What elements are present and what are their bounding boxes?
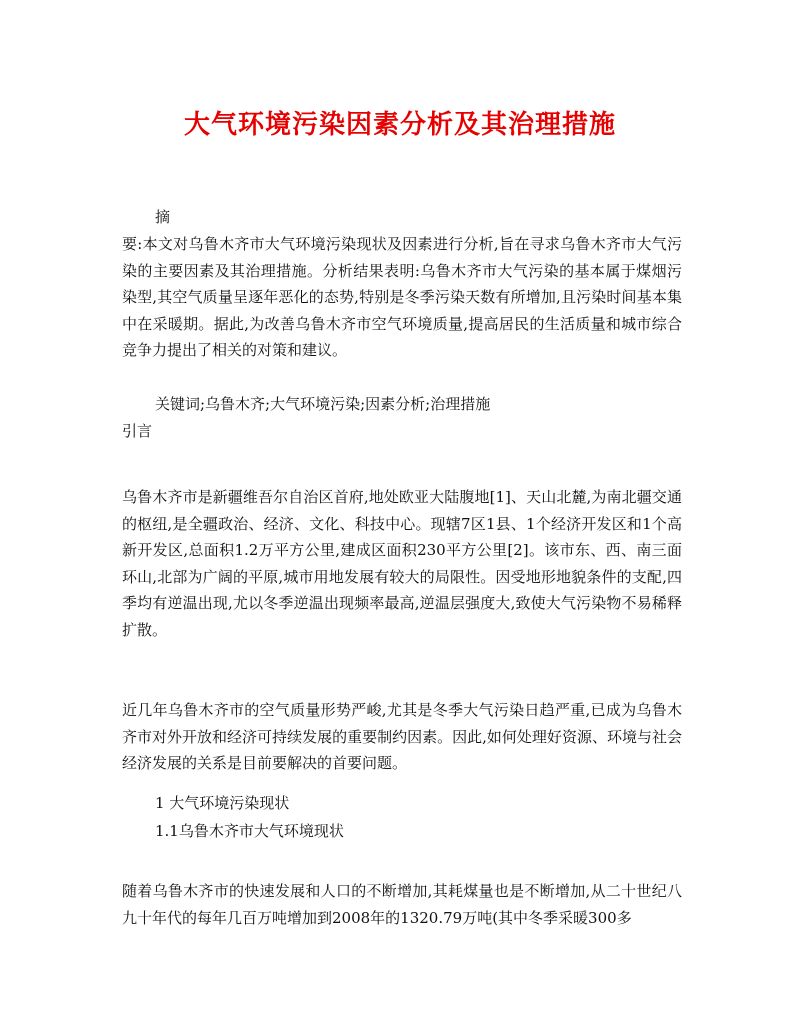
keywords-line: 关键词;乌鲁木齐;大气环境污染;因素分析;治理措施 xyxy=(155,395,491,413)
section-heading-1-1: 1.1乌鲁木齐市大气环境现状 xyxy=(155,822,344,840)
paragraph-air-quality: 近几年乌鲁木齐市的空气质量形势严峻,尤其是冬季大气污染日趋严重,已成为乌鲁木齐市对外开放和经济可持续发展的重要制约因素。因此,如何处理好资源、环境与社会经济发展的关系是目前要解决的首要问题。 xyxy=(122,701,682,772)
paragraph-location: 乌鲁木齐市是新疆维吾尔自治区首府,地处欧亚大陆腹地[1]、天山北麓,为南北疆交通的枢纽,是全疆政治、经济、文化、科技中心。现辖7区1县、1个经济开发区和1个高新开发区,总面积1.2万平方公里,建成区面积230平方公里[2]。该市东、西、南三面环山,北部为广阔的平原,城市用地发展有较大的局限性。因受地形地貌条件的支配,四季均有逆温出现,尤以冬季逆温出现频率最高,逆温层强度大,致使大气污染物不易稀释扩散。 xyxy=(122,488,682,639)
paragraph-coal-consumption: 随着乌鲁木齐市的快速发展和人口的不断增加,其耗煤量也是不断增加,从二十世纪八九十年代的每年几百万吨增加到2008年的1320.79万吨(其中冬季采暖300多 xyxy=(122,882,682,927)
section-heading-1: 1 大气环境污染现状 xyxy=(155,794,290,812)
document-title: 大气环境污染因素分析及其治理措施 xyxy=(183,110,616,140)
abstract-heading: 摘 xyxy=(155,208,171,226)
abstract-paragraph: 要:本文对乌鲁木齐市大气环境污染现状及因素进行分析,旨在寻求乌鲁木齐市大气污染的主要因素及其治理措施。分析结果表明:乌鲁木齐市大气污染的基本属于煤烟污染型,其空气质量呈逐年恶化的态势,特别是冬季污染天数有所增加,且污染时间基本集中在采暖期。据此,为改善乌鲁木齐市空气环境质量,提高居民的生活质量和城市综合竞争力提出了相关的对策和建议。 xyxy=(122,235,682,359)
introduction-heading: 引言 xyxy=(122,422,153,440)
